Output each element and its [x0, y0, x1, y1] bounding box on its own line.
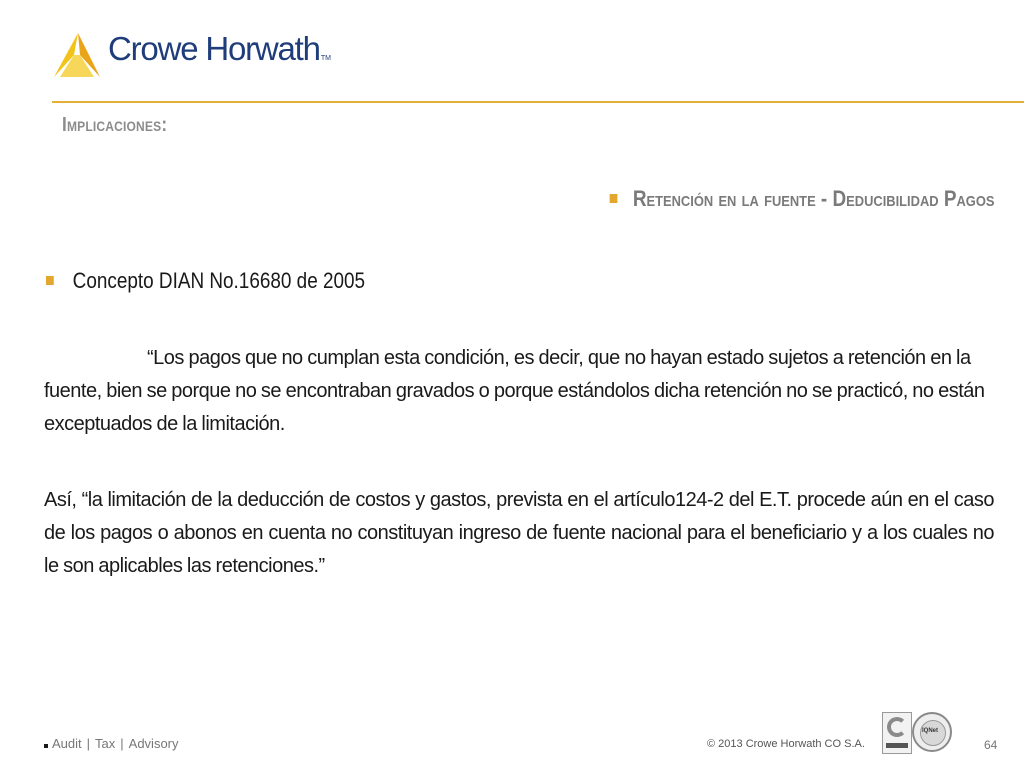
section-heading: Implicaciones: [62, 114, 168, 136]
subheading-row [609, 186, 994, 212]
footer-dot [44, 744, 48, 748]
subheading: Retención en la fuente - Deducibilidad Pagos [632, 186, 994, 211]
quote-paragraph: “Los pagos que no cumplan esta condición, es decir, que no hayan estado sujetos a retención en la fuente, bien se porque no se encontraban gravados o porque estándolos dicha retención no se practicó, no están exceptuados de la limitación. [44, 347, 985, 435]
iqnet-certification-icon [912, 712, 952, 752]
iso-certification-icon [882, 712, 912, 754]
company-logo-text: Crowe HorwathTM [108, 30, 331, 67]
header-divider [52, 101, 1024, 103]
footer-separator: | [120, 736, 124, 751]
footer-separator: | [86, 736, 91, 751]
square-bullet-icon [609, 194, 617, 203]
trademark-mark: TM [320, 55, 331, 62]
footer-audit: Audit [52, 736, 82, 751]
copyright-text: © 2013 Crowe Horwath CO S.A. [707, 738, 865, 750]
footer-tax: Tax [95, 736, 116, 751]
square-bullet-icon [46, 276, 54, 285]
footer-services [52, 736, 179, 751]
page-number: 64 [984, 738, 998, 752]
iqnet-label: IQNet [922, 728, 939, 734]
body-paragraph: Así, “la limitación de la deducción de costos y gastos, prevista en el artículo124-2 del E.T. procede aún en el caso de los pagos o abonos en cuenta no constituyan ingreso de fuente nacional para el beneficiario y a los cuales no le son aplicables las retenciones.” [44, 489, 994, 577]
concept-text: Concepto DIAN No.16680 de 2005 [72, 268, 366, 293]
concept-bullet-item [46, 268, 365, 294]
crowe-horwath-logo-icon [50, 33, 100, 77]
footer-advisory: Advisory [128, 736, 179, 751]
